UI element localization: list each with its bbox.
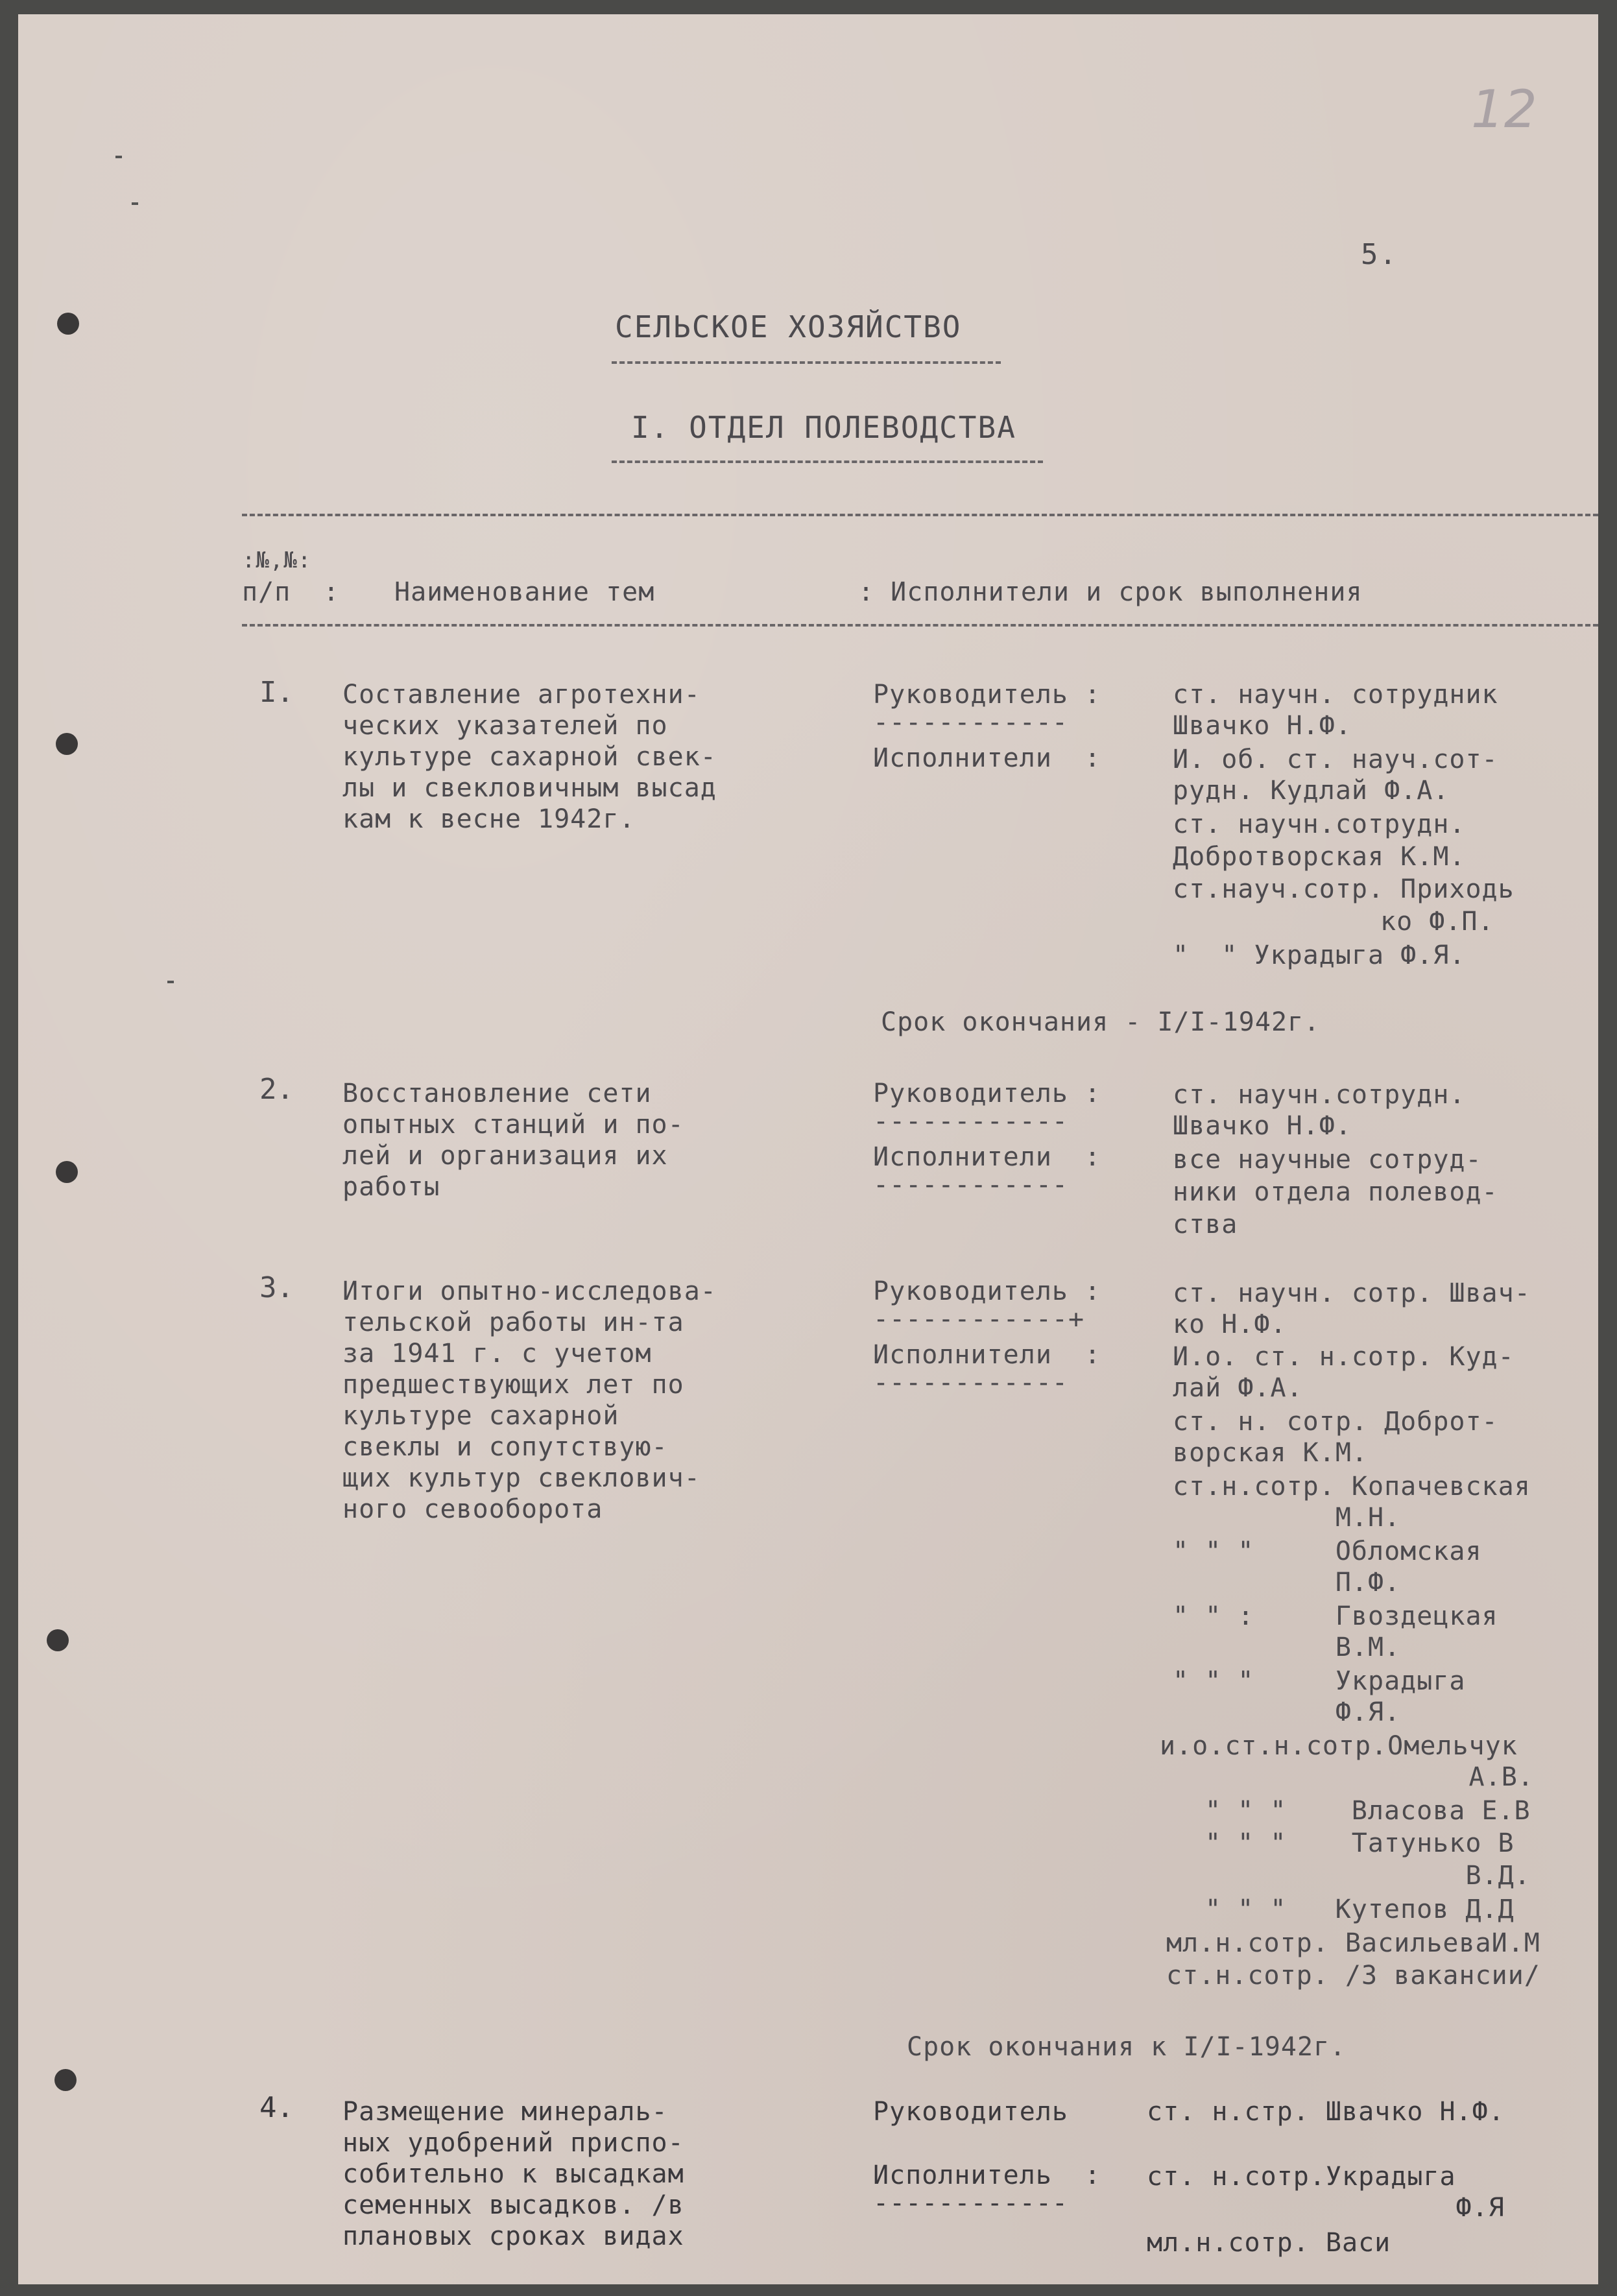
- item-role: Исполнители :: [873, 1142, 1101, 1172]
- punch-hole: [57, 313, 79, 335]
- header-col-topic: Наименование тем: [394, 577, 655, 607]
- item-topic-line: тельской работы ин-та: [342, 1308, 684, 1337]
- item-role-underline: ------------+: [873, 1304, 1085, 1334]
- item-person-line: ко Ф.П.: [1380, 907, 1494, 937]
- paper-mark: [115, 156, 122, 158]
- item-person-line: ко Н.Ф.: [1173, 1309, 1287, 1339]
- item-topic-line: Восстановление сети: [342, 1079, 652, 1108]
- item-person-line: ст. научн. сотр. Швач-: [1173, 1278, 1531, 1308]
- pencil-page-number: 12: [1471, 79, 1537, 139]
- punch-hole: [54, 2069, 77, 2091]
- item-person-line: " " " Кутепов Д.Д: [1205, 1895, 1515, 1924]
- item-person-line: П.Ф.: [1173, 1568, 1401, 1597]
- item-person-line: лай Ф.А.: [1173, 1373, 1303, 1403]
- item-person-line: В.М.: [1173, 1632, 1401, 1662]
- item-role-underline: ------------: [873, 1106, 1068, 1136]
- paper-mark: [132, 202, 138, 205]
- item-person-line: Добротворская К.М.: [1173, 842, 1466, 872]
- punch-hole: [47, 1629, 69, 1651]
- item-person-line: " " " Украдыга: [1173, 1666, 1466, 1696]
- item-person-line: " " " Татунько В: [1205, 1828, 1515, 1858]
- item-person-line: Ф.Я.: [1173, 1697, 1401, 1727]
- item-role: Исполнители :: [873, 743, 1101, 773]
- item-role-underline: ------------: [873, 1368, 1068, 1398]
- item-person-line: ства: [1173, 1210, 1238, 1239]
- section-title: I. ОТДЕЛ ПОЛЕВОДСТВА: [631, 410, 1016, 445]
- item-person-line: Швачко Н.Ф.: [1173, 711, 1352, 741]
- item-role: Исполнители :: [873, 1340, 1101, 1370]
- item-role-underline: ------------: [873, 1170, 1068, 1200]
- item-person-line: " " " Власова Е.В: [1205, 1796, 1531, 1826]
- item-role-underline: ------------: [873, 2188, 1068, 2218]
- item-number: I.: [259, 676, 294, 709]
- table-top-rule: [242, 514, 1598, 516]
- item-topic-line: опытных станций и по-: [342, 1110, 684, 1140]
- item-topic-line: лей и организация их: [342, 1141, 668, 1171]
- item-person-line: ст. научн.сотрудн.: [1173, 809, 1466, 839]
- item-topic-line: щих культур свеклович-: [342, 1463, 701, 1493]
- item-person-line: ст. н.стр. Швачко Н.Ф.: [1147, 2097, 1505, 2127]
- item-role: Исполнитель :: [873, 2160, 1101, 2190]
- punch-hole: [56, 1161, 78, 1183]
- item-person-line: рудн. Кудлай Ф.А.: [1173, 776, 1450, 806]
- item-person-line: А.В.: [1160, 1762, 1534, 1792]
- item-number: 3.: [259, 1271, 294, 1304]
- item-person-line: Ф.Я: [1147, 2193, 1505, 2223]
- item-number: 2.: [259, 1073, 294, 1106]
- item-topic-line: лы и свекловичным высад: [342, 773, 717, 803]
- item-topic-line: работы: [342, 1172, 440, 1202]
- item-topic-line: Размещение минераль-: [342, 2097, 668, 2127]
- item-person-line: " " " Обломская: [1173, 1537, 1482, 1566]
- header-col-number-line1: :№,№:: [242, 547, 312, 573]
- item-topic-line: свеклы и сопутствую-: [342, 1432, 668, 1462]
- item-deadline: Срок окончания - I/I-1942г.: [881, 1007, 1321, 1037]
- item-topic-line: собительно к высадкам: [342, 2159, 684, 2189]
- item-topic-line: культуре сахарной: [342, 1401, 619, 1431]
- item-person-line: В.Д.: [1173, 1861, 1531, 1891]
- document-page: [18, 14, 1598, 2284]
- page-number: 5.: [1361, 238, 1398, 271]
- section-underline: [612, 460, 1043, 463]
- item-person-line: ст. н. сотр. Доброт-: [1173, 1407, 1498, 1437]
- item-role: Руководитель: [873, 2097, 1068, 2127]
- title-underline: [612, 361, 1001, 364]
- item-person-line: ники отдела полевод-: [1173, 1177, 1498, 1207]
- item-person-line: И.о. ст. н.сотр. Куд-: [1173, 1342, 1515, 1372]
- header-col-number-line2: п/п :: [242, 577, 340, 607]
- item-person-line: " " Украдыга Ф.Я.: [1173, 940, 1466, 970]
- item-topic-line: ных удобрений приспо-: [342, 2128, 684, 2158]
- item-person-line: ст.науч.сотр. Приходь: [1173, 874, 1515, 904]
- item-person-line: И. об. ст. науч.сот-: [1173, 745, 1498, 774]
- item-deadline: Срок окончания к I/I-1942г.: [907, 2032, 1347, 2062]
- item-person-line: " " : Гвоздецкая: [1173, 1601, 1498, 1631]
- item-topic-line: предшествующих лет по: [342, 1370, 684, 1400]
- item-person-line: и.о.ст.н.сотр.Омельчук: [1160, 1731, 1518, 1761]
- item-number: 4.: [259, 2091, 294, 2124]
- item-person-line: ст.н.сотр. /3 вакансии/: [1166, 1961, 1540, 1991]
- document-title: СЕЛЬСКОЕ ХОЗЯЙСТВО: [615, 309, 962, 344]
- punch-hole: [56, 733, 78, 755]
- item-role-underline: ------------: [873, 708, 1068, 737]
- header-col-executors: : Исполнители и срок выполнения: [858, 577, 1363, 607]
- item-topic-line: культуре сахарной свек-: [342, 742, 717, 772]
- item-role: Руководитель :: [873, 680, 1101, 710]
- item-person-line: ворская К.М.: [1173, 1438, 1368, 1468]
- item-topic-line: Итоги опытно-исследова-: [342, 1276, 717, 1306]
- item-topic-line: ческих указателей по: [342, 711, 668, 741]
- item-role: Руководитель :: [873, 1079, 1101, 1108]
- item-person-line: М.Н.: [1173, 1503, 1401, 1533]
- item-person-line: мл.н.сотр. Васи: [1147, 2228, 1391, 2258]
- item-person-line: Швачко Н.Ф.: [1173, 1111, 1352, 1141]
- item-topic-line: за 1941 г. с учетом: [342, 1339, 652, 1369]
- item-person-line: ст. н.сотр.Украдыга: [1147, 2162, 1456, 2192]
- table-header-rule: [242, 624, 1598, 627]
- item-topic-line: кам к весне 1942г.: [342, 804, 636, 834]
- item-person-line: ст. научн. сотрудник: [1173, 680, 1498, 710]
- item-person-line: все научные сотруд-: [1173, 1145, 1482, 1175]
- item-person-line: мл.н.сотр. ВасильеваИ.М: [1166, 1928, 1540, 1958]
- item-person-line: ст. научн.сотрудн.: [1173, 1080, 1466, 1110]
- item-topic-line: плановых сроках видах: [342, 2221, 684, 2251]
- item-role: Руководитель :: [873, 1276, 1101, 1306]
- paper-mark: [167, 981, 174, 983]
- item-topic-line: Составление агротехни-: [342, 680, 701, 710]
- item-person-line: ст.н.сотр. Копачевская: [1173, 1472, 1531, 1501]
- item-topic-line: ного севооборота: [342, 1494, 603, 1524]
- item-topic-line: семенных высадков. /в: [342, 2190, 684, 2220]
